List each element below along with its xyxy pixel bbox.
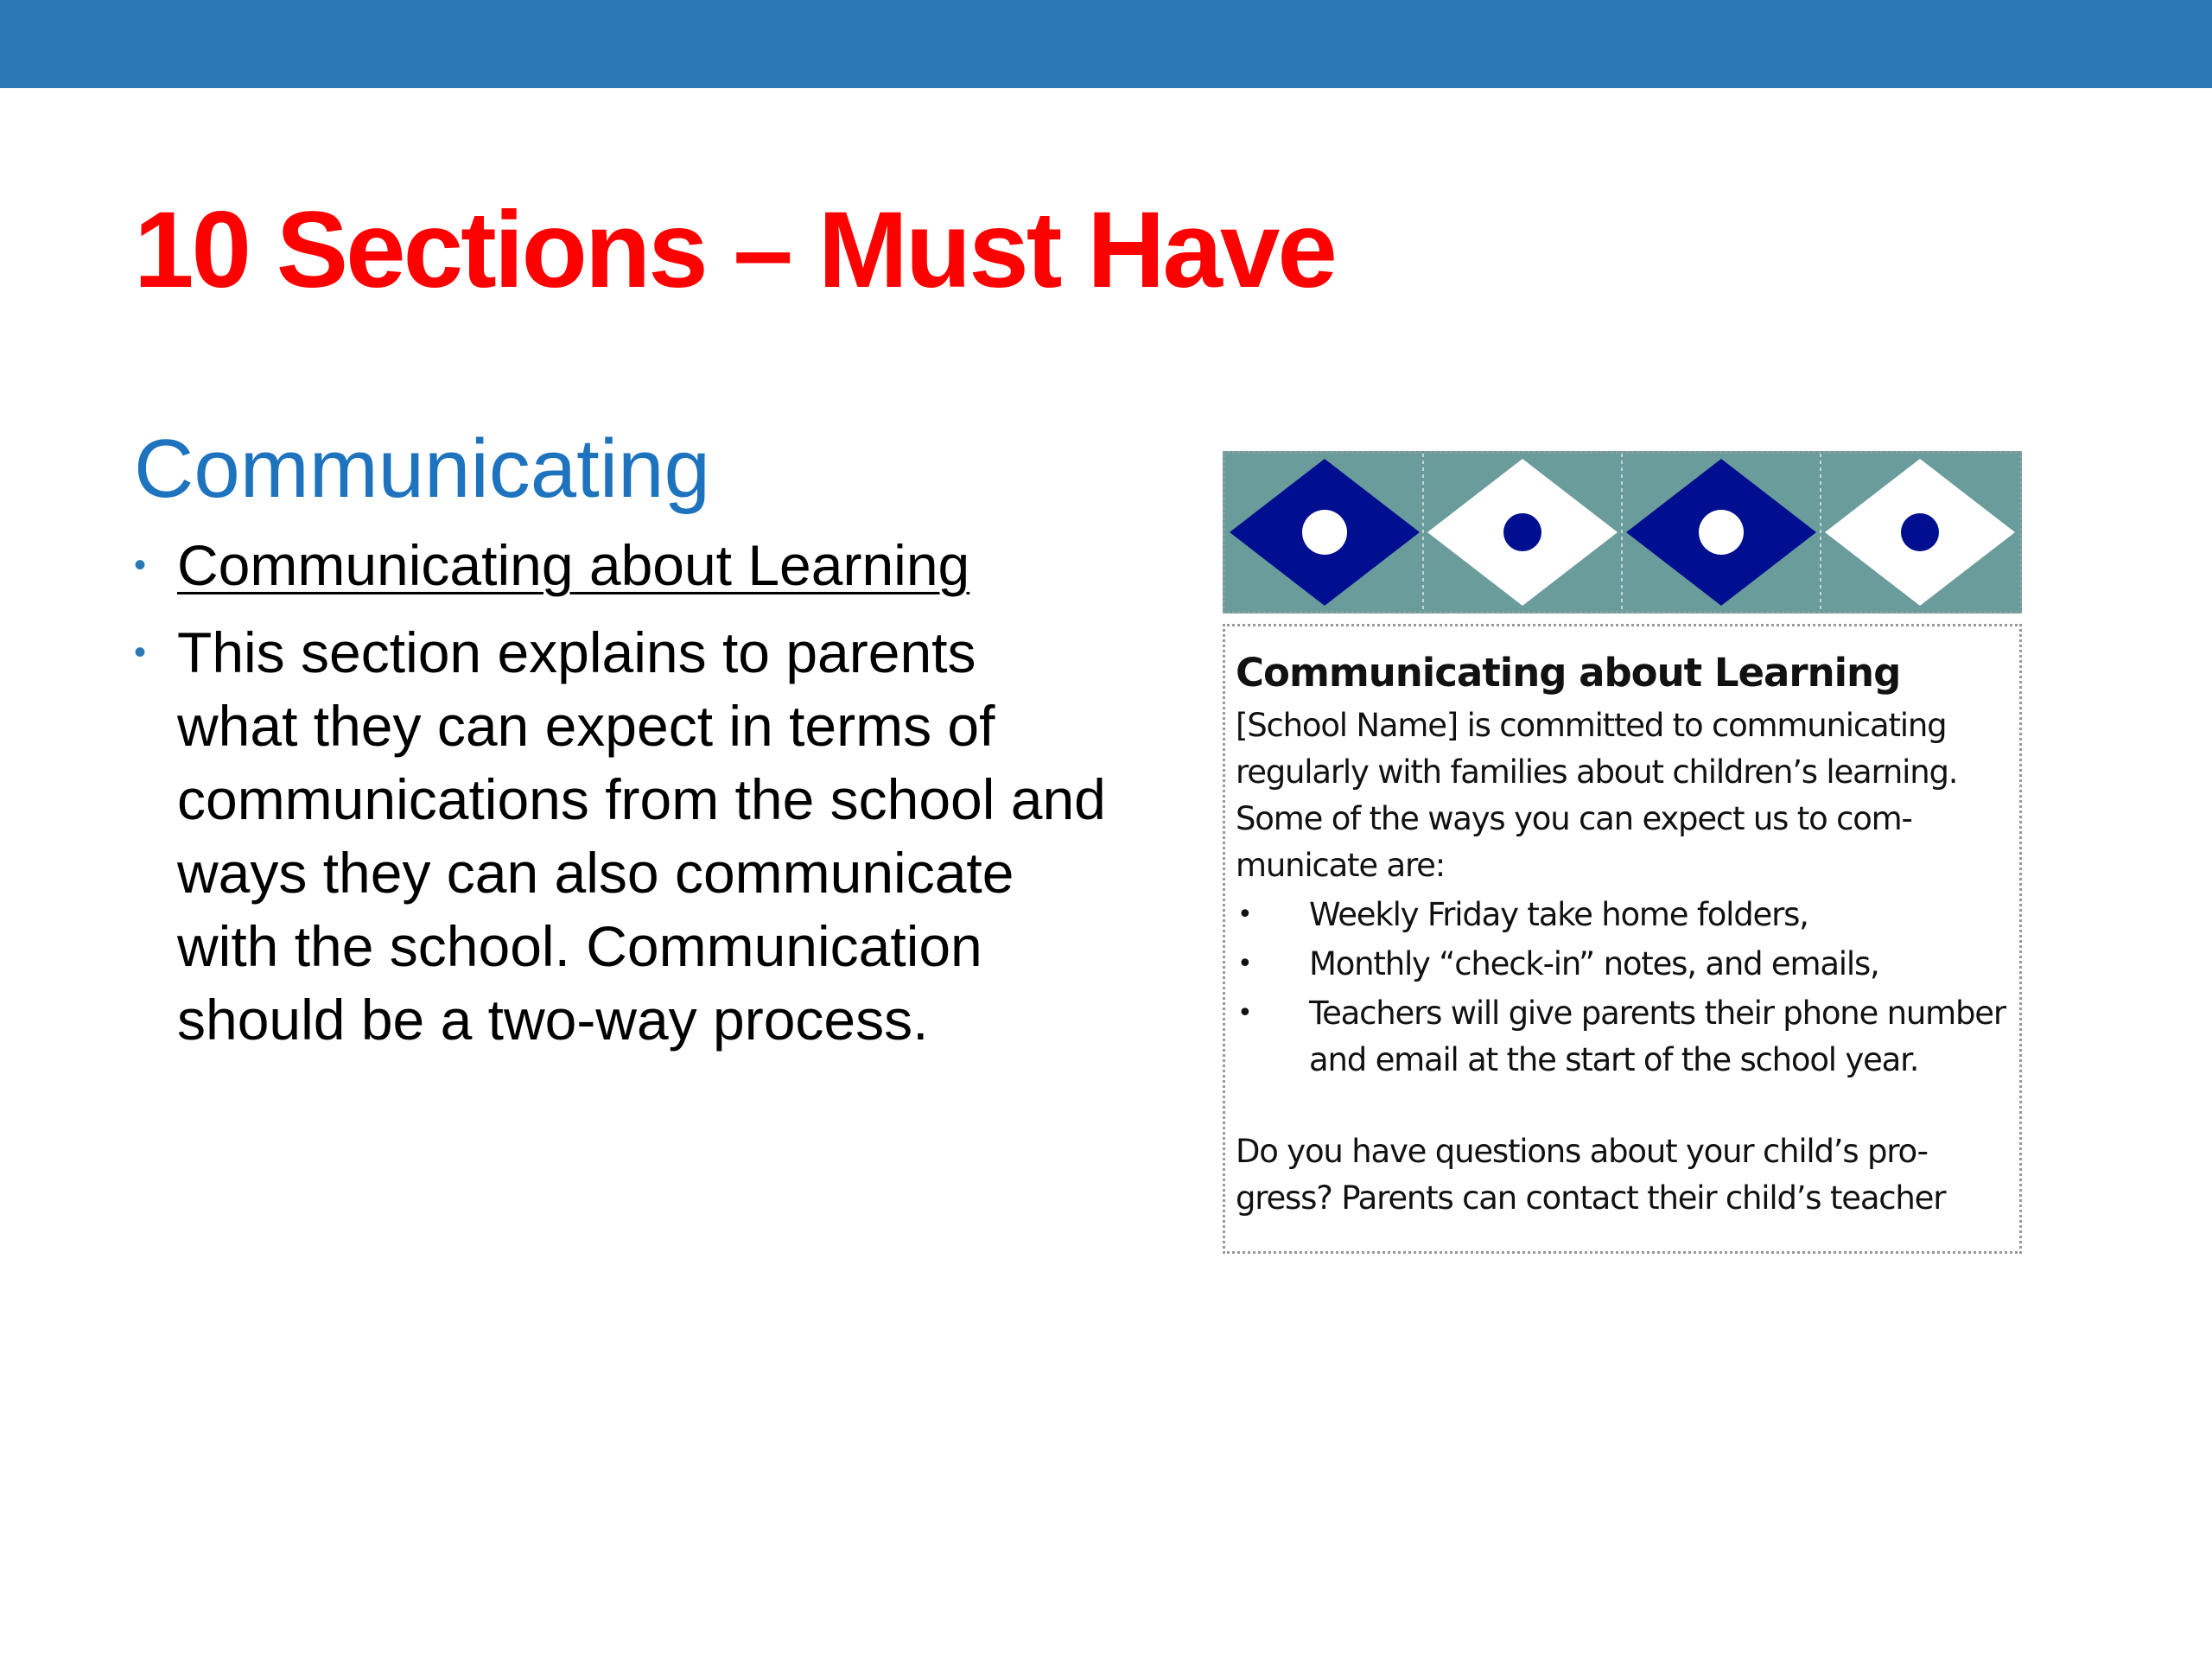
snippet-item-text: Weekly Friday take home folders, (1309, 896, 1808, 933)
diamond-pattern (1225, 454, 2019, 611)
spacer (1236, 1084, 2011, 1128)
white-dot-shape (1699, 510, 1744, 555)
bullet-list (134, 529, 1110, 1071)
bullet-item (134, 529, 1110, 602)
bullet-text-description: This section explains to parents what they can expect in terms of communications from the school and ways they can also communicate with the school. Communication should be a two-way process. (177, 620, 1106, 1052)
newsletter-textbox (1223, 624, 2022, 1254)
white-dot-shape (1302, 510, 1347, 555)
snippet-list (1236, 892, 2011, 1084)
newsletter-snippet-image (1223, 451, 2024, 1298)
snippet-bullet: • (1237, 949, 1252, 979)
snippet-list-item (1236, 892, 2011, 938)
blue-dot-shape (1503, 513, 1541, 551)
bullet-item (134, 616, 1110, 1057)
snippet-item-text: Monthly “check-in” notes, and emails, (1309, 945, 1879, 982)
snippet-item-text: Teachers will give parents their phone number and email at the start of the school year. (1309, 995, 2005, 1078)
snippet-closing: Do you have questions about your child’s pro-gress? Parents can contact their child’s teacher (1236, 1133, 1946, 1217)
bullet-link-communicating-about-learning[interactable]: Communicating about Learning (177, 533, 970, 597)
snippet-list-item (1236, 990, 2011, 1084)
top-accent-band (0, 0, 2212, 88)
diamond-pattern-banner (1223, 451, 2022, 613)
snippet-bullet: • (1237, 899, 1252, 930)
snippet-heading: Communicating about Learning (1236, 650, 1901, 696)
bullet-marker: • (134, 633, 147, 671)
blue-dot-shape (1901, 513, 1939, 551)
slide-title: 10 Sections – Must Have (134, 190, 1335, 310)
snippet-intro: [School Name] is committed to communicating regularly with families about children’s learning. Some of the ways you can expect us to com-municate are: (1236, 707, 1958, 884)
snippet-bullet: • (1237, 998, 1252, 1028)
bullet-marker: • (134, 546, 147, 584)
section-heading: Communicating (134, 423, 710, 515)
snippet-list-item (1236, 941, 2011, 988)
